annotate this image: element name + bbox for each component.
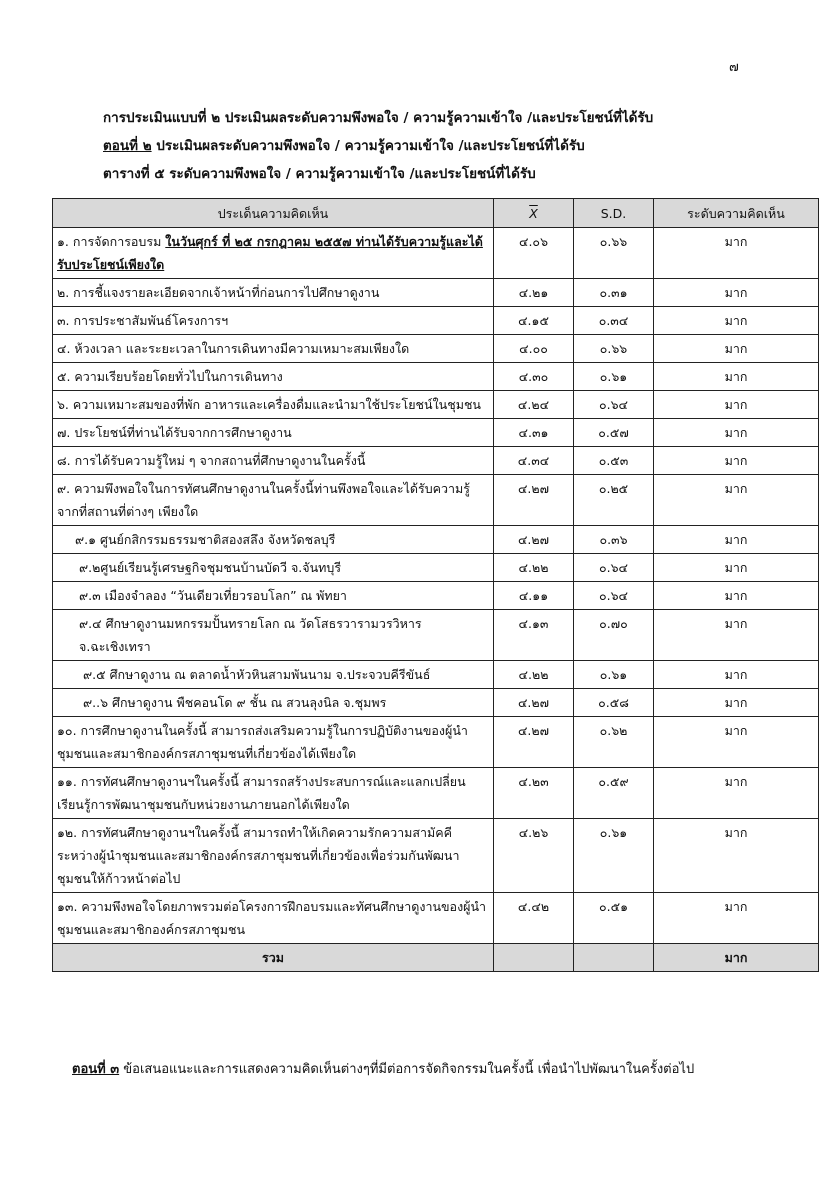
row-sd: ๐.๖๔ bbox=[574, 554, 654, 582]
table-row bbox=[53, 475, 819, 526]
row-sd: ๐.๕๗ bbox=[574, 419, 654, 447]
row-level: มาก bbox=[654, 391, 819, 419]
total-mean bbox=[494, 944, 574, 972]
row-sd: ๐.๖๑ bbox=[574, 661, 654, 689]
table-row bbox=[53, 582, 819, 610]
row-level: มาก bbox=[654, 335, 819, 363]
part-label: ตอนที่ ๒ bbox=[103, 138, 152, 154]
row-mean: ๔.๓๐ bbox=[494, 363, 574, 391]
row-sd: ๐.๕๘ bbox=[574, 689, 654, 717]
row-level: มาก bbox=[654, 475, 819, 526]
row-topic: ๙.๑ ศูนย์กสิกรรมธรรมชาติสองสลึง จังหวัดชลบุรี bbox=[53, 526, 494, 554]
row-mean: ๔.๒๓ bbox=[494, 768, 574, 819]
table-row bbox=[53, 554, 819, 582]
row-mean: ๔.๔๒ bbox=[494, 893, 574, 944]
row-sd: ๐.๒๕ bbox=[574, 475, 654, 526]
table-row bbox=[53, 768, 819, 819]
row-mean: ๔.๒๗ bbox=[494, 689, 574, 717]
row-level: มาก bbox=[654, 768, 819, 819]
row-sd: ๐.๖๑ bbox=[574, 819, 654, 893]
part-title: ประเมินผลระดับความพึงพอใจ / ความรู้ความเข้าใจ /และประโยชน์ที่ได้รับ bbox=[151, 138, 585, 154]
row-mean: ๔.๑๓ bbox=[494, 610, 574, 661]
row-level: มาก bbox=[654, 819, 819, 893]
table-row bbox=[53, 819, 819, 893]
row-sd: ๐.๖๖ bbox=[574, 335, 654, 363]
total-sd bbox=[574, 944, 654, 972]
part-heading bbox=[103, 132, 803, 160]
row-level: มาก bbox=[654, 526, 819, 554]
row-mean: ๔.๓๑ bbox=[494, 419, 574, 447]
row-topic: ๙.๕ ศึกษาดูงาน ณ ตลาดน้ำหัวหินสามพันนาม จ.ประจวบคีรีขันธ์ bbox=[53, 661, 494, 689]
row-topic: ๑๒. การทัศนศึกษาดูงานฯในครั้งนี้ สามารถทำให้เกิดความรักความสามัคคี ระหว่างผู้นำชุมชนและสมาชิกองค์กรสภาชุมชนที่เกี่ยวข้องเพื่อร่วมกันพัฒนาชุมชนให้ก้าวหน้าต่อไป bbox=[53, 819, 494, 893]
row-mean: ๔.๒๗ bbox=[494, 475, 574, 526]
page-number: ๗ bbox=[729, 60, 739, 75]
row-sd: ๐.๕๙ bbox=[574, 768, 654, 819]
row-level: มาก bbox=[654, 610, 819, 661]
row-level: มาก bbox=[654, 661, 819, 689]
assessment-heading: การประเมินแบบที่ ๒ ประเมินผลระดับความพึงพอใจ / ความรู้ความเข้าใจ /และประโยชน์ที่ได้รับ bbox=[103, 110, 654, 126]
row-topic: ๙.๒ศูนย์เรียนรู้เศรษฐกิจชุมชนบ้านบัดวี จ.จันทบุรี bbox=[53, 554, 494, 582]
table-row bbox=[53, 717, 819, 768]
part-3-note bbox=[72, 1058, 694, 1079]
row-sd: ๐.๖๒ bbox=[574, 717, 654, 768]
row-mean: ๔.๒๗ bbox=[494, 526, 574, 554]
header-level: ระดับความคิดเห็น bbox=[654, 199, 819, 228]
table-row bbox=[53, 391, 819, 419]
row-mean: ๔.๒๗ bbox=[494, 717, 574, 768]
row-sd: ๐.๖๑ bbox=[574, 363, 654, 391]
row-mean: ๔.๓๔ bbox=[494, 447, 574, 475]
row-level: มาก bbox=[654, 279, 819, 307]
row-sd: ๐.๓๔ bbox=[574, 307, 654, 335]
row-topic: ๖. ความเหมาะสมของที่พัก อาหารและเครื่องดื่มและนำมาใช้ประโยชน์ในชุมชน bbox=[53, 391, 494, 419]
row-mean: ๔.๒๒ bbox=[494, 661, 574, 689]
table-row bbox=[53, 610, 819, 661]
row-topic-text: ๑. การจัดการอบรม bbox=[57, 234, 166, 249]
row-sd: ๐.๓๖ bbox=[574, 526, 654, 554]
row-mean: ๔.๒๑ bbox=[494, 279, 574, 307]
row-topic: ๙.๓ เมืองจำลอง “วันเดียวเที่ยวรอบโลก” ณ พัทยา bbox=[53, 582, 494, 610]
row-mean: ๔.๒๖ bbox=[494, 819, 574, 893]
table-header-row bbox=[53, 199, 819, 228]
row-topic: ๑๑. การทัศนศึกษาดูงานฯในครั้งนี้ สามารถสร้างประสบการณ์และแลกเปลี่ยนเรียนรู้การพัฒนาชุมชนกับหน่วยงานภายนอกได้เพียงใด bbox=[53, 768, 494, 819]
row-level: มาก bbox=[654, 689, 819, 717]
row-topic: ๗. ประโยชน์ที่ท่านได้รับจากการศึกษาดูงาน bbox=[53, 419, 494, 447]
part-3-label: ตอนที่ ๓ bbox=[72, 1062, 120, 1077]
table-row bbox=[53, 893, 819, 944]
row-level: มาก bbox=[654, 893, 819, 944]
total-row bbox=[53, 944, 819, 972]
row-level: มาก bbox=[654, 228, 819, 279]
total-level: มาก bbox=[654, 944, 819, 972]
row-level: มาก bbox=[654, 307, 819, 335]
row-mean: ๔.๑๕ bbox=[494, 307, 574, 335]
table-row bbox=[53, 526, 819, 554]
table-row bbox=[53, 307, 819, 335]
row-topic: ๑๓. ความพึงพอใจโดยภาพรวมต่อโครงการฝึกอบรมและทัศนศึกษาดูงานของผู้นำชุมชนและสมาชิกองค์กรสภาชุมชน bbox=[53, 893, 494, 944]
table-row bbox=[53, 447, 819, 475]
row-mean: ๔.๑๑ bbox=[494, 582, 574, 610]
row-mean: ๔.๒๒ bbox=[494, 554, 574, 582]
table-row bbox=[53, 419, 819, 447]
satisfaction-table bbox=[52, 198, 819, 972]
row-mean: ๔.๒๔ bbox=[494, 391, 574, 419]
row-level: มาก bbox=[654, 363, 819, 391]
table-row bbox=[53, 689, 819, 717]
row-level: มาก bbox=[654, 717, 819, 768]
row-sd: ๐.๕๓ bbox=[574, 447, 654, 475]
table-row bbox=[53, 279, 819, 307]
section-headings bbox=[103, 104, 803, 188]
row-topic: ๙. ความพึงพอใจในการทัศนศึกษาดูงานในครั้งนี้ท่านพึงพอใจและได้รับความรู้จากที่สถานที่ต่างๆ เพียงใด bbox=[53, 475, 494, 526]
row-topic: ๙..๖ ศึกษาดูงาน พืชคอนโด ๙ ชั้น ณ สวนลุงนิล จ.ชุมพร bbox=[53, 689, 494, 717]
row-topic-emphasis: ในวันศุกร์ ที่ ๒๕ กรกฎาคม ๒๕๕๗ ท่านได้รับความรู้และได้รับประโยชน์เพียงใด bbox=[57, 234, 483, 272]
table-row bbox=[53, 228, 819, 279]
part-3-text: ข้อเสนอแนะและการแสดงความคิดเห็นต่างๆที่มีต่อการจัดกิจกรรมในครั้งนี้ เพื่อนำไปพัฒนาในครั้งต่อไป bbox=[119, 1062, 695, 1077]
row-topic bbox=[53, 228, 494, 279]
header-mean: $\overline{X}$ bbox=[494, 199, 574, 228]
total-label: รวม bbox=[53, 944, 494, 972]
row-sd: ๐.๖๖ bbox=[574, 228, 654, 279]
table-row bbox=[53, 661, 819, 689]
row-mean: ๔.๐๖ bbox=[494, 228, 574, 279]
row-sd: ๐.๖๔ bbox=[574, 582, 654, 610]
row-level: มาก bbox=[654, 582, 819, 610]
row-sd: ๐.๗๐ bbox=[574, 610, 654, 661]
row-topic: ๒. การชี้แจงรายละเอียดจากเจ้าหน้าที่ก่อนการไปศึกษาดูงาน bbox=[53, 279, 494, 307]
row-mean: ๔.๐๐ bbox=[494, 335, 574, 363]
row-sd: ๐.๓๑ bbox=[574, 279, 654, 307]
row-level: มาก bbox=[654, 554, 819, 582]
row-topic: ๓. การประชาสัมพันธ์โครงการฯ bbox=[53, 307, 494, 335]
row-topic: ๙.๔ ศึกษาดูงานมหกรรมปั้นทรายโลก ณ วัดโสธรวารามวรวิหาร จ.ฉะเชิงเทรา bbox=[53, 610, 494, 661]
row-topic: ๑๐. การศึกษาดูงานในครั้งนี้ สามารถส่งเสริมความรู้ในการปฏิบัติงานของผู้นำชุมชนและสมาชิกองค์กรสภาชุมชนที่เกี่ยวข้องได้เพียงใด bbox=[53, 717, 494, 768]
table-row bbox=[53, 363, 819, 391]
table-row bbox=[53, 335, 819, 363]
row-sd: ๐.๕๑ bbox=[574, 893, 654, 944]
table-caption: ตารางที่ ๕ ระดับความพึงพอใจ / ความรู้ความเข้าใจ /และประโยชน์ที่ได้รับ bbox=[103, 166, 536, 182]
row-topic: ๕. ความเรียบร้อยโดยทั่วไปในการเดินทาง bbox=[53, 363, 494, 391]
header-sd: S.D. bbox=[574, 199, 654, 228]
row-level: มาก bbox=[654, 419, 819, 447]
row-topic: ๘. การได้รับความรู้ใหม่ ๆ จากสถานที่ศึกษาดูงานในครั้งนี้ bbox=[53, 447, 494, 475]
row-sd: ๐.๖๔ bbox=[574, 391, 654, 419]
header-topic: ประเด็นความคิดเห็น bbox=[53, 199, 494, 228]
row-topic: ๔. ห้วงเวลา และระยะเวลาในการเดินทางมีความเหมาะสมเพียงใด bbox=[53, 335, 494, 363]
row-level: มาก bbox=[654, 447, 819, 475]
